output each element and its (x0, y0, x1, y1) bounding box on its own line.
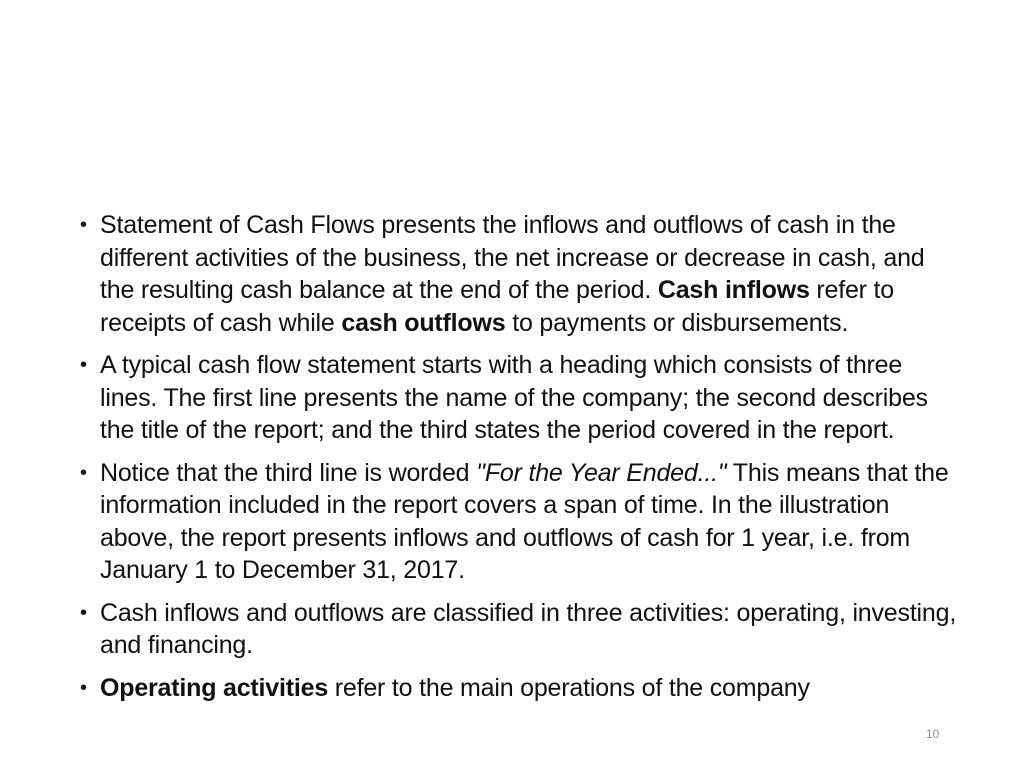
bullet-list (80, 209, 960, 714)
bullet-dot-icon: • (80, 214, 87, 236)
bullet-text-segment: cash outflows (341, 308, 506, 337)
bullet-text (100, 351, 928, 444)
bullet-text (100, 599, 956, 660)
bullet-item (80, 672, 960, 705)
bullet-text-segment: Statement of Cash Flows presents the inflows and outflows of cash in the different activities of the business, the net increase or decrease in cash, and the resulting cash balance at the end of the period. (100, 211, 925, 304)
bullet-dot-icon: • (80, 601, 87, 624)
bullet-item (80, 597, 960, 662)
bullet-text-segment: Cash inflows and outflows are classified in three activities: operating, investing, and financing. (100, 598, 957, 659)
bullet-dot-icon: • (80, 354, 87, 376)
bullet-text-segment: "For the Year Ended..." (476, 458, 727, 487)
bullet-dot-icon: • (80, 461, 87, 484)
bullet-text-segment: refer to the main operations of the company (328, 673, 810, 702)
bullet-text-segment: to payments or disbursements. (505, 308, 849, 337)
bullet-text-segment: refer to receipts of cash while (100, 276, 895, 337)
bullet-text (100, 459, 949, 585)
page-number: 10 (926, 727, 940, 741)
bullet-item (80, 209, 960, 339)
bullet-text (100, 674, 810, 702)
bullet-text-segment: Notice that the third line is worded (100, 458, 477, 487)
bullet-item (80, 457, 960, 587)
bullet-text-segment: This means that the information included in the report covers a span of time. In the illustration above, the report presents inflows and outflows of cash for 1 year, i.e. from January 1 to December 31, 2017. (100, 458, 949, 584)
bullet-text-segment: Cash inflows (657, 276, 810, 304)
bullet-text-segment: A typical cash flow statement starts with a heading which consists of three lines. The first line presents the name of the company; the second describes the title of the report; and the third states the period covered in the report. (100, 351, 928, 444)
bullet-text (100, 211, 925, 337)
bullet-item (80, 349, 960, 447)
bullet-dot-icon: • (80, 676, 87, 699)
bullet-text-segment: Operating activities (100, 673, 329, 702)
